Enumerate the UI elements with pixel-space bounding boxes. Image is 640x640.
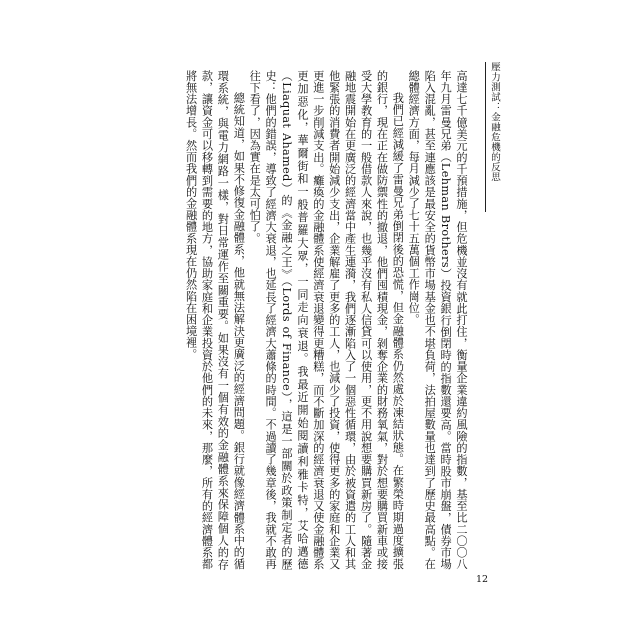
paragraph-3: 總統知道，如果不修復金融體系，他就無法解決更廣泛的經濟問題。銀行就像經濟體系中的循環系統，與電力網路一樣，對日常運作至關重要。如果沒有一個有效的金融體系來保障個人的存款，讓資金可以移轉到需要的地方，協助家庭和企業投資於他們的未來，那麼，所有的經濟體系都將無法增長。然而我們的金融體系現在仍然陷在困境裡。 xyxy=(184,70,246,570)
page-number: 12 xyxy=(476,574,489,585)
paragraph-2: 我們已經減緩了雷曼兄弟倒閉後的恐慌，但金融體系仍然處於凍結狀態。在繁榮時期過度擴張的銀行，現在正在做防禦性的撤退，他們囤積現金，剝奪企業的財務氧氣，對於想要購買新車或接受大學教育的一般借款人來說，也幾乎沒有私人信貸可以使用，更不用說想要購買新房了。隨著金融地震開始在更廣泛的經濟當中產生連漪，我們逐漸陷入了一個惡性循環，由於被資遣的工人和其他緊張的消費者開始減少支出，企業解雇了更多的工人，也減少了投資，使得更多的家庭和企業又更進一步削減支出。癱瘓的金融體系使經濟衰退變得更糟糕，而不斷加深的經濟衰退又使金融體系更加惡化，華爾街和一般普羅大眾，一同走向衰退。我最近開始閱讀利雅卡特，艾哈邁德（Liaquat Ahamed）的《金融之王》（Lords of Finance），這是一部關於政策制定者的歷史：他們的錯誤，導致了經濟大衰退，也延長了經濟大蕭條的時間。不過讀了幾章後，我就不敢再往下看了，因為實在是太可怕了。 xyxy=(248,70,405,570)
header-rule xyxy=(485,62,486,212)
body-text xyxy=(183,70,469,570)
running-header: 壓力測試：金融危機的反思 xyxy=(489,62,500,182)
paragraph-1: 高達七千億美元的千預措施，但危機並沒有就此打住，衡量企業違約風險的指數，基至比二〇〇八年九月雷曼兄弟（Lehman Brothers）投資銀行倒閉時的指數還要高。當時股市崩盤，債券市場陷入混亂，甚至連應該是最安全的貨幣市場基金也不堪負荷，法拍屋數量也達到了歷史最高點。在總體經濟方面，每月減少了七十五萬個工作崗位。 xyxy=(407,70,468,570)
